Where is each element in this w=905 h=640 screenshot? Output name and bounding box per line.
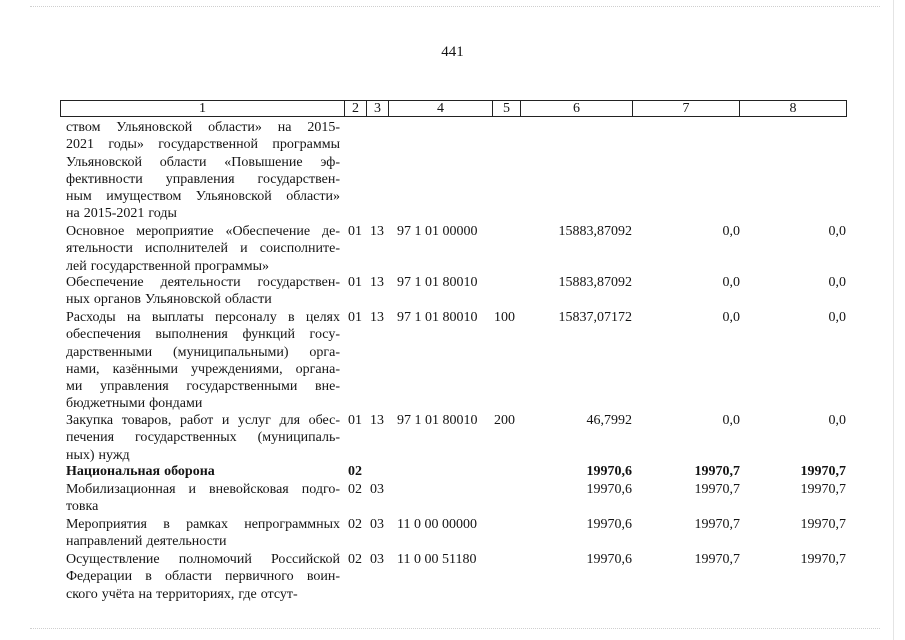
amount-col-6: 15883,87092 [558,224,632,239]
amount-col-7: 0,0 [722,310,740,325]
section-code: 01 [348,224,362,239]
description-line: бюджетными фондами [66,396,203,412]
amount-col-7: 19970,7 [694,482,740,497]
description-line: ского учёта на территориях, где отсут- [66,586,298,602]
column-header-2: 2 [345,101,367,116]
row-description [66,119,340,223]
column-header-3: 3 [367,101,389,116]
description-line: направлений деятельности [66,534,227,550]
amount-col-6: 19970,6 [586,464,632,479]
description-line: ятельности исполнителей и соисполните- [66,241,340,257]
amount-col-8: 19970,7 [800,517,846,532]
description-line: ных) нужд [66,447,130,463]
amount-col-8: 19970,7 [800,482,846,497]
section-code: 01 [348,413,362,428]
target-article-code: 11 0 00 51180 [397,552,477,567]
expense-type-code: 100 [494,310,515,325]
page-number: 441 [441,44,464,60]
table-header-row [60,100,847,117]
amount-col-6: 15837,07172 [558,310,632,325]
description-line: обеспечения выполнения функций госу- [66,327,340,343]
subsection-code: 03 [370,482,384,497]
row-description [66,551,340,603]
amount-col-7: 0,0 [722,224,740,239]
target-article-code: 97 1 01 00000 [397,224,478,239]
section-code: 02 [348,464,362,479]
description-line: Федерации в области первичного воин- [66,569,340,585]
description-line: ми управления государственными вне- [66,379,340,395]
description-line: ных органов Ульяновской области [66,292,272,308]
row-description [66,481,340,516]
amount-col-6: 15883,87092 [558,275,632,290]
row-description [66,463,340,480]
target-article-code: 97 1 01 80010 [397,310,478,325]
amount-col-7: 19970,7 [694,464,740,479]
description-line: 2021 годы» государственной программы [66,137,340,153]
description-line: печения государственных (муниципаль- [66,430,340,446]
section-code: 02 [348,552,362,567]
amount-col-7: 0,0 [722,413,740,428]
description-line: нами, казёнными учреждениями, органа- [66,361,340,377]
amount-col-7: 19970,7 [694,517,740,532]
description-line: ством Ульяновской области» на 2015- [66,120,340,135]
description-line: Закупка товаров, работ и услуг для обес- [66,413,340,428]
target-article-code: 11 0 00 00000 [397,517,477,532]
description-line: лей государственной программы» [66,258,270,274]
description-line: ным имуществом Ульяновской области» [66,189,340,205]
description-line: Ульяновской области «Повышение эф- [66,154,340,170]
row-description [66,274,340,309]
amount-col-8: 19970,7 [800,464,846,479]
scan-border-bottom [30,628,880,629]
description-line: Осуществление полномочий Российской [66,552,340,567]
amount-col-8: 0,0 [828,413,846,428]
scan-border-top [30,6,880,7]
row-description [66,516,340,551]
row-description [66,309,340,413]
column-header-7: 7 [633,101,740,116]
description-line: Мобилизационная и вневойсковая подго- [66,482,340,497]
description-line: Расходы на выплаты персоналу в целях [66,310,340,325]
amount-col-6: 19970,6 [586,552,632,567]
column-header-4: 4 [389,101,493,116]
amount-col-8: 0,0 [828,224,846,239]
amount-col-7: 19970,7 [694,552,740,567]
description-line: на 2015-2021 годы [66,206,177,222]
column-header-6: 6 [521,101,633,116]
scan-border-right [893,0,894,640]
target-article-code: 97 1 01 80010 [397,275,478,290]
row-description [66,412,340,464]
description-line: дарственными (муниципальными) орга- [66,344,340,360]
section-code: 01 [348,310,362,325]
description-line: товка [66,499,99,515]
subsection-code: 13 [370,310,384,325]
amount-col-6: 19970,6 [586,517,632,532]
description-line: Обеспечение деятельности государствен- [66,275,340,290]
amount-col-6: 46,7992 [586,413,632,428]
description-line: Основное мероприятие «Обеспечение де- [66,224,340,239]
description-line: Национальная оборона [66,464,215,479]
subsection-code: 13 [370,413,384,428]
section-code: 02 [348,482,362,497]
column-header-8: 8 [789,101,797,116]
subsection-code: 13 [370,224,384,239]
amount-col-8: 0,0 [828,275,846,290]
amount-col-8: 0,0 [828,310,846,325]
section-code: 01 [348,275,362,290]
section-code: 02 [348,517,362,532]
column-header-5: 5 [493,101,521,116]
amount-col-7: 0,0 [722,275,740,290]
subsection-code: 13 [370,275,384,290]
amount-col-6: 19970,6 [586,482,632,497]
subsection-code: 03 [370,517,384,532]
subsection-code: 03 [370,552,384,567]
row-description [66,223,340,275]
target-article-code: 97 1 01 80010 [397,413,478,428]
description-line: фективности управления государствен- [66,171,340,187]
column-header-1: 1 [61,101,345,116]
amount-col-8: 19970,7 [800,552,846,567]
expense-type-code: 200 [494,413,515,428]
description-line: Мероприятия в рамках непрограммных [66,517,340,532]
